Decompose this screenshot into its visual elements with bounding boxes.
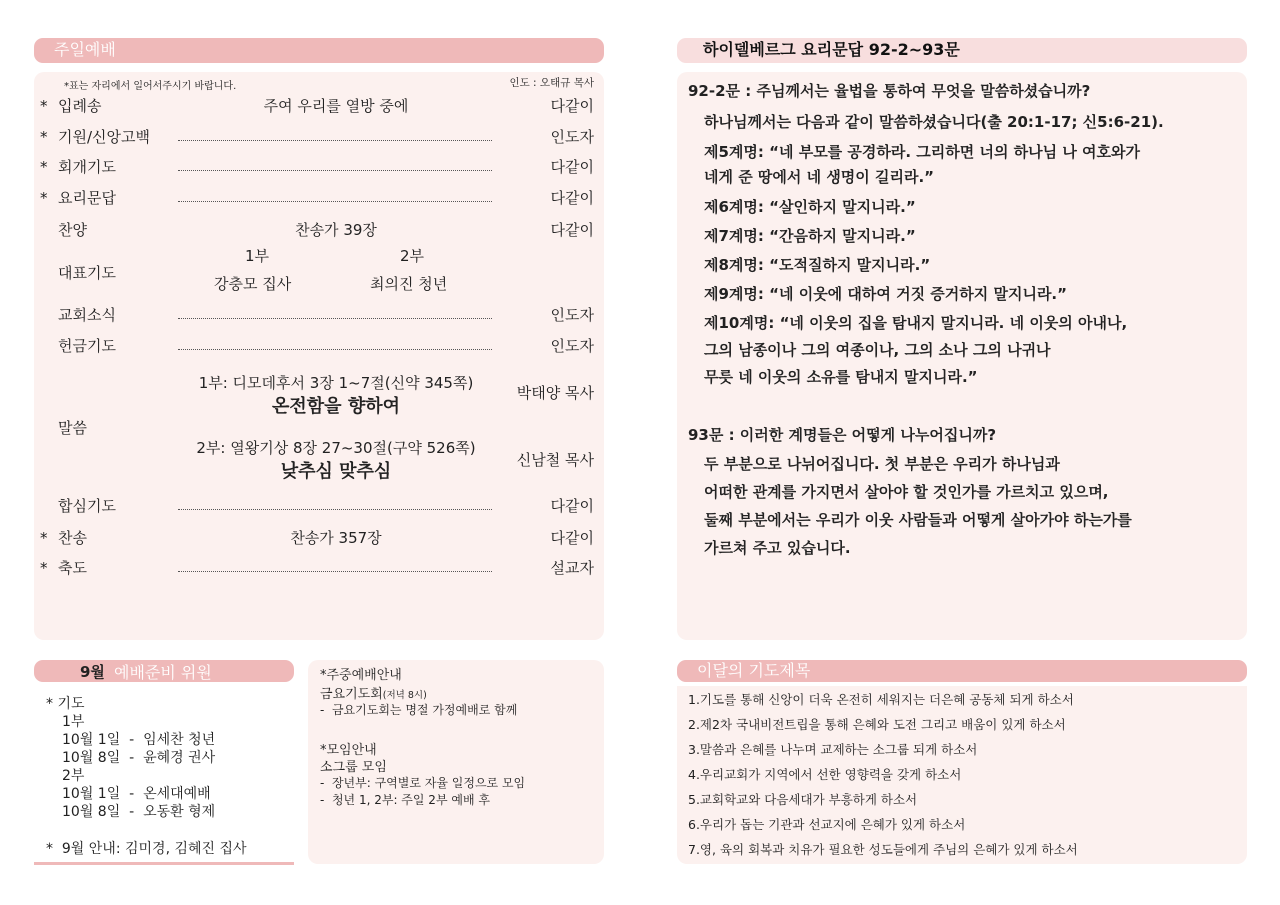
order-row-hymn xyxy=(0,527,600,549)
sermon-ref-2: 2부: 열왕기상 8장 27~30절(구약 526쪽) xyxy=(196,439,476,457)
committee-guide: * 9월 안내: 김미경, 김혜진 집사 xyxy=(46,841,247,857)
order-row-repentance xyxy=(0,156,600,178)
order-row-offering xyxy=(0,335,600,357)
dotted-leader xyxy=(178,571,492,572)
order-row-catechism xyxy=(0,187,600,209)
committee-title: 예배준비 위원 xyxy=(114,663,212,682)
weekday-title: *주중예배안내 xyxy=(320,668,402,683)
meeting-title: *모임안내 xyxy=(320,743,377,758)
order-content: 주여 우리를 열방 중에 xyxy=(263,97,409,115)
answer-line: 그의 남종이나 그의 여종이나, 그의 소나 그의 나귀나 xyxy=(704,341,1051,359)
answer-line: 어떠한 관계를 가지면서 살아야 할 것인가를 가르치고 있으며, xyxy=(704,483,1109,501)
prayer-part1: 1부 xyxy=(245,247,270,265)
order-label: 찬송 xyxy=(58,529,87,547)
sermon-preacher-2: 신남철 목사 xyxy=(516,451,594,469)
order-performer: 설교자 xyxy=(550,559,594,577)
meeting-sub: 소그룹 모임 xyxy=(320,760,387,775)
friday-time: (저녁 8시) xyxy=(382,690,427,701)
order-row-invocation xyxy=(0,126,600,148)
question-92: 92-2문 : 주님께서는 율법을 통하여 무엇을 말씀하셨습니까? xyxy=(688,82,1091,100)
committee-p1-line1: 10월 1일 - 임세찬 청년 xyxy=(62,732,216,748)
order-performer: 인도자 xyxy=(550,337,594,355)
sermon-title-1: 온전함을 향하여 xyxy=(272,396,400,417)
order-row-news xyxy=(0,304,600,326)
order-label: 입례송 xyxy=(58,97,102,115)
standing-note: *표는 자리에서 일어서주시기 바랍니다. xyxy=(64,81,237,92)
catechism-header xyxy=(677,38,1247,63)
order-performer: 다같이 xyxy=(550,529,594,547)
order-label: 교회소식 xyxy=(58,306,116,324)
prayer-topic-item: 2.제2차 국내비전트립을 통해 은혜와 도전 그리고 배움이 있게 하소서 xyxy=(688,717,1066,732)
order-label: 찬양 xyxy=(58,221,87,239)
order-label: 헌금기도 xyxy=(58,337,116,355)
committee-part1: 1부 xyxy=(62,714,85,730)
order-performer: 다같이 xyxy=(550,497,594,515)
order-row-praise xyxy=(0,219,600,241)
dotted-leader xyxy=(178,318,492,319)
order-label: 기원/신앙고백 xyxy=(58,128,150,146)
order-content: 찬송가 39장 xyxy=(295,221,377,239)
prayer-topic-item: 4.우리교회가 지역에서 선한 영향력을 갖게 하소서 xyxy=(688,767,962,782)
answer-line: 두 부분으로 나뉘어집니다. 첫 부분은 우리가 하나님과 xyxy=(704,455,1060,473)
prayer-topic-item: 7.영, 육의 회복과 치유가 필요한 성도들에게 주님의 은혜가 있게 하소서 xyxy=(688,842,1078,857)
answer-line: 제6계명: “살인하지 말지니라.” xyxy=(704,198,916,216)
answer-line: 네게 준 땅에서 네 생명이 길리라.” xyxy=(704,168,935,186)
dotted-leader xyxy=(178,349,492,350)
star-mark: * xyxy=(40,158,48,176)
prayer-topics-header xyxy=(677,660,1247,682)
sermon-preacher-1: 박태양 목사 xyxy=(516,384,594,402)
star-mark: * xyxy=(40,128,48,146)
committee-p1-line2: 10월 8일 - 윤혜경 권사 xyxy=(62,750,216,766)
friday-note: - 금요기도회는 명절 가정예배로 함께 xyxy=(320,703,518,717)
order-label: 축도 xyxy=(58,559,87,577)
star-mark: * xyxy=(40,529,48,547)
order-row-entrance xyxy=(0,95,600,117)
catechism-title: 하이델베르그 요리문답 92-2~93문 xyxy=(703,40,960,59)
leader-note: 인도 : 오태규 목사 xyxy=(509,77,594,89)
dotted-leader xyxy=(178,170,492,171)
answer-line: 제9계명: “네 이웃에 대하여 거짓 증거하지 말지니라.” xyxy=(704,285,1067,303)
answer-line: 제8계명: “도적질하지 말지니라.” xyxy=(704,256,931,274)
committee-underline xyxy=(34,862,294,865)
friday-line xyxy=(320,683,427,702)
worship-header xyxy=(34,38,604,63)
committee-p2-line1: 10월 1일 - 온세대예배 xyxy=(62,786,211,802)
dotted-leader xyxy=(178,201,492,202)
prayer-topic-item: 1.기도를 통해 신앙이 더욱 온전히 세워지는 더은혜 공동체 되게 하소서 xyxy=(688,692,1074,707)
answer-line: 가르쳐 주고 있습니다. xyxy=(704,539,851,557)
answer-line: 무릇 네 이웃의 소유를 탐내지 말지니라.” xyxy=(704,368,978,386)
answer-line: 제7계명: “간음하지 말지니라.” xyxy=(704,227,916,245)
order-performer: 인도자 xyxy=(550,128,594,146)
prayer-label: 대표기도 xyxy=(58,264,116,282)
committee-p2-line2: 10월 8일 - 오동환 형제 xyxy=(62,804,216,820)
sermon-ref-1: 1부: 디모데후서 3장 1~7절(신약 345쪽) xyxy=(198,374,474,392)
prayer-topic-item: 6.우리가 돕는 기관과 선교지에 은혜가 있게 하소서 xyxy=(688,817,966,832)
order-row-benediction xyxy=(0,557,600,579)
committee-prayer-label: * 기도 xyxy=(46,696,85,712)
answer-line: 제5계명: “네 부모를 공경하라. 그리하면 너의 하나님 나 여호와가 xyxy=(704,143,1141,161)
order-row-joint-prayer xyxy=(0,495,600,517)
meeting-line1: - 장년부: 구역별로 자율 일정으로 모임 xyxy=(320,776,526,790)
order-performer: 인도자 xyxy=(550,306,594,324)
order-label: 회개기도 xyxy=(58,158,116,176)
dotted-leader xyxy=(178,140,492,141)
committee-part2: 2부 xyxy=(62,768,85,784)
order-performer: 다같이 xyxy=(550,221,594,239)
star-mark: * xyxy=(40,559,48,577)
sermon-label: 말씀 xyxy=(58,419,87,437)
order-label: 합심기도 xyxy=(58,497,116,515)
committee-month: 9월 xyxy=(80,663,105,681)
prayer-topic-item: 5.교회학교와 다음세대가 부흥하게 하소서 xyxy=(688,792,918,807)
star-mark: * xyxy=(40,189,48,207)
answer-line: 제10계명: “네 이웃의 집을 탐내지 말지니라. 네 이웃의 아내나, xyxy=(704,314,1128,332)
committee-header xyxy=(34,660,294,682)
prayer-name1: 강충모 집사 xyxy=(214,275,292,293)
order-performer: 다같이 xyxy=(550,158,594,176)
prayer-name2: 최의진 청년 xyxy=(370,275,448,293)
friday-label: 금요기도회 xyxy=(320,687,383,702)
sermon-title-2: 낮추심 맞추심 xyxy=(280,461,392,482)
prayer-topic-item: 3.말씀과 은혜를 나누며 교제하는 소그룹 되게 하소서 xyxy=(688,742,978,757)
prayer-part2: 2부 xyxy=(400,247,425,265)
prayer-topics-title: 이달의 기도제목 xyxy=(697,661,811,680)
order-performer: 다같이 xyxy=(550,189,594,207)
question-93: 93문 : 이러한 계명들은 어떻게 나누어집니까? xyxy=(688,426,997,444)
star-mark: * xyxy=(40,97,48,115)
order-content: 찬송가 357장 xyxy=(290,529,382,547)
worship-title: 주일예배 xyxy=(54,40,116,59)
order-performer: 다같이 xyxy=(550,97,594,115)
answer-line: 하나님께서는 다음과 같이 말씀하셨습니다(출 20:1-17; 신5:6-21). xyxy=(704,113,1164,131)
answer-line: 둘째 부분에서는 우리가 이웃 사람들과 어떻게 살아가야 하는가를 xyxy=(704,511,1132,529)
meeting-line2: - 청년 1, 2부: 주일 2부 예배 후 xyxy=(320,793,490,807)
order-label: 요리문답 xyxy=(58,189,116,207)
dotted-leader xyxy=(178,509,492,510)
